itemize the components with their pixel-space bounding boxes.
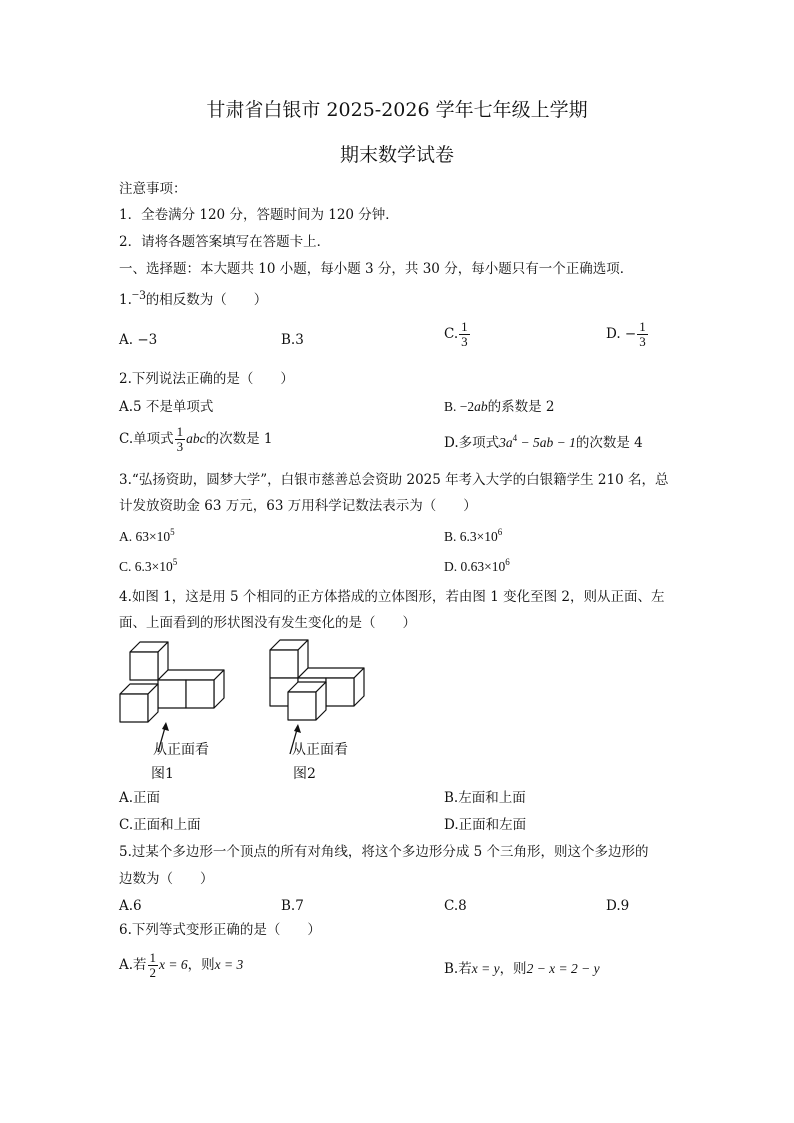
figure-2: [262, 636, 392, 786]
notice-item-1: 1．全卷满分 120 分，答题时间为 120 分钟．: [119, 207, 399, 223]
figure-1-caption: 图1: [151, 766, 174, 782]
option-a-base: A. 63×10: [119, 529, 171, 544]
option-d-prefix: D.多项式: [444, 435, 500, 451]
option-b-prefix: B.若: [444, 961, 472, 977]
option-d-suffix: 的次数是 4: [575, 435, 643, 451]
question-2-option-d[interactable]: [444, 434, 643, 452]
question-4-option-b[interactable]: B.左面和上面: [444, 790, 526, 806]
notice-heading: 注意事项：: [119, 181, 187, 197]
figure-2-caption: 图2: [293, 766, 316, 782]
question-1-number: 1.: [119, 292, 132, 308]
figure-1-view-label: 从正面看: [153, 742, 209, 758]
polynomial-rest: − 5ab − 1: [517, 435, 576, 450]
fraction-numerator: 1: [149, 950, 157, 965]
question-5-stem-line2: 边数为（ ）: [119, 871, 214, 887]
question-3-stem-line2: 计发放资助金 63 万元，63 万用科学记数法表示为（ ）: [119, 498, 477, 514]
question-6-option-a[interactable]: [119, 951, 243, 980]
fraction: [148, 951, 159, 980]
fraction: [175, 425, 186, 454]
section-heading-choice: 一、选择题：本大题共 10 小题，每小题 3 分，共 30 分，每小题只有一个正确选项．: [119, 261, 634, 277]
question-2-option-a[interactable]: A.5 不是单项式: [119, 399, 214, 415]
polynomial-term: 3a: [499, 435, 513, 450]
question-2-stem: 2.下列说法正确的是（ ）: [119, 371, 294, 387]
option-c-prefix: C.单项式: [119, 431, 174, 447]
question-1-option-d[interactable]: [606, 320, 649, 349]
figure-1: [110, 636, 240, 786]
question-4-option-a[interactable]: A.正面: [119, 790, 161, 806]
question-5-option-a[interactable]: A.6: [119, 898, 142, 914]
question-6-stem: 6.下列等式变形正确的是（ ）: [119, 922, 321, 938]
question-4-option-d[interactable]: D.正面和左面: [444, 817, 527, 833]
exponent: 5: [172, 557, 178, 567]
question-5-option-d[interactable]: D.9: [606, 898, 630, 914]
equation: x = y: [471, 961, 500, 976]
question-3-stem-line1: 3.“弘扬资助，圆梦大学”，白银市慈善总会资助 2025 年考入大学的白银籍学生 210 名，总: [119, 472, 669, 488]
question-2-option-b[interactable]: [444, 398, 555, 416]
fraction-numerator: 1: [639, 319, 646, 334]
question-1-option-b[interactable]: B.3: [281, 332, 304, 348]
question-3-option-a[interactable]: [119, 528, 175, 546]
option-b-base: B. 6.3×10: [444, 529, 498, 544]
exponent: 5: [170, 527, 175, 537]
question-5-option-b[interactable]: B.7: [281, 898, 304, 914]
fraction: [459, 320, 470, 349]
question-3-option-d[interactable]: [444, 558, 510, 576]
exponent: 4: [512, 433, 518, 443]
question-1-stem: [119, 287, 268, 309]
fraction-denominator: 2: [149, 965, 157, 980]
result: 2 − x = 2 − y: [526, 961, 600, 976]
then-word: ，则: [499, 961, 527, 977]
result: x = 3: [214, 957, 244, 972]
exam-title-line1: 甘肃省白银市 2025-2026 学年七年级上学期: [206, 99, 588, 121]
option-c-label: C.: [444, 326, 459, 342]
fraction: [637, 320, 648, 349]
then-word: ，则: [187, 957, 215, 973]
option-a-prefix: A.若: [119, 957, 147, 973]
option-d-base: D. 0.63×10: [444, 559, 506, 574]
option-c-suffix: 的次数是 1: [205, 431, 273, 447]
question-3-option-c[interactable]: [119, 558, 177, 576]
question-1-option-c[interactable]: [444, 320, 471, 349]
question-3-option-b[interactable]: [444, 528, 502, 546]
question-5-option-c[interactable]: C.8: [444, 898, 467, 914]
question-6-option-b[interactable]: [444, 960, 600, 978]
fraction-denominator: 3: [176, 439, 184, 454]
question-2-option-c[interactable]: [119, 425, 273, 454]
question-4-stem-line1: 4.如图 1，这是用 5 个相同的正方体搭成的立体图形，若由图 1 变化至图 2，则从正面、左: [119, 589, 665, 605]
question-1-expression: −3: [131, 287, 146, 302]
option-b-prefix: B. −2: [444, 399, 475, 414]
figure-2-view-label: 从正面看: [292, 742, 348, 758]
fraction-denominator: 3: [461, 334, 468, 349]
question-1-text: 的相反数为（ ）: [145, 292, 268, 308]
question-4-option-c[interactable]: C.正面和上面: [119, 817, 201, 833]
variable: ab: [474, 399, 488, 414]
question-5-stem-line1: 5.过某个多边形一个顶点的所有对角线，将这个多边形分成 5 个三角形，则这个多边形的: [119, 844, 649, 860]
fraction-numerator: 1: [176, 424, 184, 439]
exponent: 6: [497, 527, 503, 537]
equation: x = 6: [159, 957, 188, 972]
exam-title-line2: 期末数学试卷: [339, 144, 454, 166]
option-b-suffix: 的系数是 2: [487, 399, 555, 415]
fraction-denominator: 3: [639, 334, 646, 349]
question-4-stem-line2: 面、上面看到的形状图没有发生变化的是（ ）: [119, 615, 416, 631]
variable: abc: [186, 431, 206, 446]
question-1-option-a[interactable]: A. −3: [119, 332, 158, 348]
fraction-numerator: 1: [461, 319, 468, 334]
option-d-label: D. −: [606, 326, 637, 342]
option-c-base: C. 6.3×10: [119, 559, 173, 574]
notice-item-2: 2．请将各题答案填写在答题卡上．: [119, 234, 331, 250]
exponent: 6: [505, 557, 510, 567]
